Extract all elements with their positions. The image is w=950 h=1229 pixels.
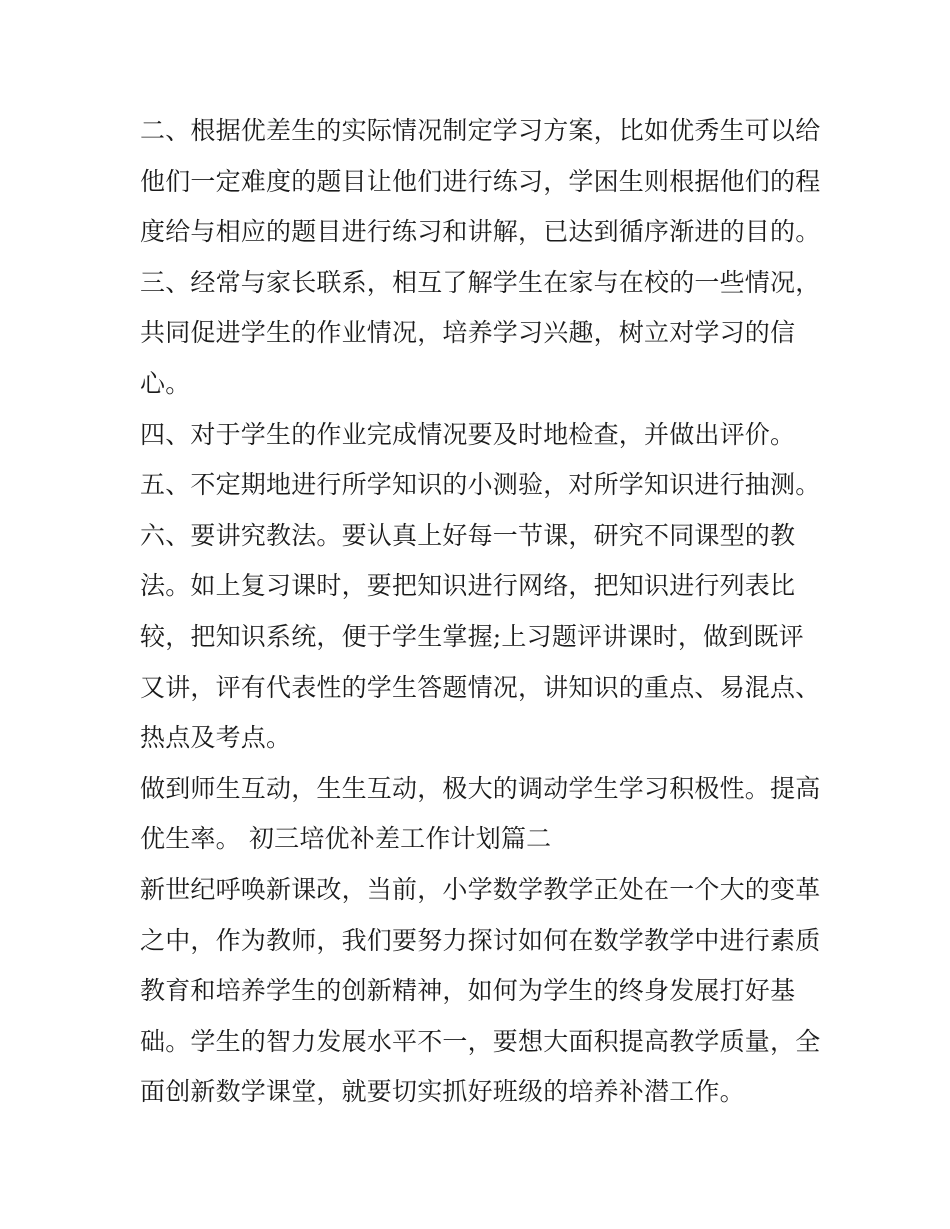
text-line: 做到师生互动，生生互动，极大的调动学生学习积极性。提高 bbox=[140, 773, 821, 803]
text-line: 心。 bbox=[140, 368, 191, 398]
text-line: 热点及考点。 bbox=[140, 723, 292, 753]
text-line: 新世纪呼唤新课改，当前，小学数学教学正处在一个大的变革 bbox=[140, 874, 821, 904]
text-line: 三、经常与家长联系，相互了解学生在家与在校的一些情况， bbox=[140, 267, 821, 297]
text-line: 础。学生的智力发展水平不一，要想大面积提高教学质量，全 bbox=[140, 1026, 821, 1056]
text-line: 面创新数学课堂，就要切实抓好班级的培养补潜工作。 bbox=[140, 1077, 745, 1107]
text-line: 较，把知识系统，便于学生掌握;上习题评讲课时，做到既评 bbox=[140, 621, 804, 651]
text-line: 四、对于学生的作业完成情况要及时地检查，并做出评价。 bbox=[140, 419, 796, 449]
text-line: 之中，作为教师，我们要努力探讨如何在数学教学中进行素质 bbox=[140, 925, 821, 955]
text-line: 又讲，评有代表性的学生答题情况，讲知识的重点、易混点、 bbox=[140, 672, 821, 702]
text-line: 二、根据优差生的实际情况制定学习方案，比如优秀生可以给 bbox=[140, 116, 821, 145]
document-body bbox=[140, 106, 820, 1118]
text-line: 教育和培养学生的创新精神，如何为学生的终身发展打好基 bbox=[140, 976, 796, 1006]
text-line: 法。如上复习课时，要把知识进行网络，把知识进行列表比 bbox=[140, 571, 796, 601]
text-line: 共同促进学生的作业情况，培养学习兴趣，树立对学习的信 bbox=[140, 318, 796, 348]
text-line: 五、不定期地进行所学知识的小测验，对所学知识进行抽测。 bbox=[140, 470, 821, 500]
text-line: 他们一定难度的题目让他们进行练习，学困生则根据他们的程 bbox=[140, 166, 821, 196]
text-line: 度给与相应的题目进行练习和讲解，已达到循序渐进的目的。 bbox=[140, 217, 821, 247]
text-line: 优生率。 初三培优补差工作计划篇二 bbox=[140, 824, 552, 854]
text-line: 六、要讲究教法。要认真上好每一节课，研究不同课型的教 bbox=[140, 520, 796, 550]
